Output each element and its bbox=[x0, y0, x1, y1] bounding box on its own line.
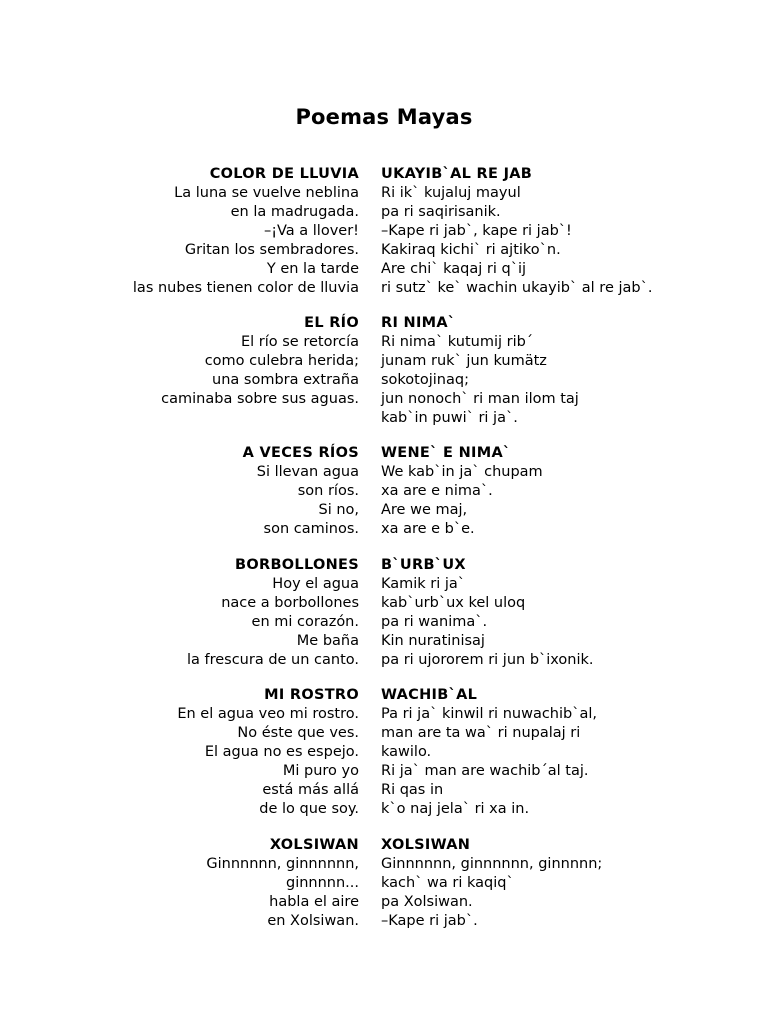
poem-line: Si no, bbox=[318, 502, 359, 518]
poem-line: ginnnnn... bbox=[285, 875, 359, 891]
poem-title-kiche: RI NIMA` bbox=[381, 315, 456, 331]
poem-line: una sombra extraña bbox=[212, 372, 359, 388]
poem-line: Y en la tarde bbox=[266, 261, 359, 277]
poem-line: –¡Va a llover! bbox=[263, 223, 359, 239]
poem-line: Si llevan agua bbox=[256, 464, 359, 480]
poem-line: pa ri wanima`. bbox=[381, 614, 488, 630]
poem-title-spanish: MI ROSTRO bbox=[264, 687, 359, 703]
poem-line: El agua no es espejo. bbox=[204, 744, 359, 760]
poem-line: El río se retorcía bbox=[240, 334, 359, 350]
poem-spanish-column bbox=[59, 556, 359, 670]
poem-line: Ri ja` man are wachib´al taj. bbox=[381, 763, 589, 779]
poem-title-kiche: UKAYIB`AL RE JAB bbox=[381, 166, 533, 182]
poem-line: Kin nuratinisaj bbox=[381, 633, 485, 649]
poem-line: la frescura de un canto. bbox=[186, 652, 359, 668]
poem-line: ri sutz` ke` wachin ukayib` al re jab`. bbox=[381, 280, 653, 296]
poem-line: Gritan los sembradores. bbox=[184, 242, 359, 258]
poem-line: Ri nima` kutumij rib´ bbox=[381, 334, 534, 350]
poem-line: No éste que ves. bbox=[237, 725, 359, 741]
poem-kiche-column bbox=[381, 836, 761, 931]
poem-line: La luna se vuelve neblina bbox=[174, 185, 359, 201]
page-title: Poemas Mayas bbox=[295, 105, 473, 129]
poem-line: kab`in puwi` ri ja`. bbox=[381, 410, 518, 426]
poem-title-spanish: EL RÍO bbox=[304, 315, 359, 331]
poem-line: pa ri saqirisanik. bbox=[381, 204, 501, 220]
poem-line: Kamik ri ja` bbox=[381, 576, 466, 592]
poem-line: son ríos. bbox=[297, 483, 359, 499]
poem-line: pa ri ujororem ri jun b`ixonik. bbox=[381, 652, 594, 668]
poem-title-spanish: XOLSIWAN bbox=[269, 837, 359, 853]
poem-line: xa are e nima`. bbox=[381, 483, 493, 499]
poem-spanish-column bbox=[59, 314, 359, 409]
poem-line: xa are e b`e. bbox=[381, 521, 475, 537]
poem-line: habla el aire bbox=[269, 894, 359, 910]
poem-line: sokotojinaq; bbox=[381, 372, 469, 388]
poem-line: Kakiraq kichi` ri ajtiko`n. bbox=[381, 242, 561, 258]
poem-title-spanish: A VECES RÍOS bbox=[242, 445, 359, 461]
poem-line: son caminos. bbox=[263, 521, 359, 537]
poem-line: man are ta wa` ri nupalaj ri bbox=[381, 725, 581, 741]
poem-line: está más allá bbox=[262, 782, 359, 798]
poem-title-kiche: XOLSIWAN bbox=[381, 837, 471, 853]
poem-line: en la madrugada. bbox=[230, 204, 359, 220]
poem-kiche-column bbox=[381, 314, 761, 428]
poem-title-kiche: WENE` E NIMA` bbox=[381, 445, 511, 461]
poem-line: Ri ik` kujaluj mayul bbox=[381, 185, 521, 201]
poem-line: k`o naj jela` ri xa in. bbox=[381, 801, 530, 817]
poem-line: en Xolsiwan. bbox=[267, 913, 359, 929]
poem-line: las nubes tienen color de lluvia bbox=[132, 280, 359, 296]
poem-kiche-column bbox=[381, 444, 761, 539]
poem-line: Are chi` kaqaj ri q`ij bbox=[381, 261, 527, 277]
poem-spanish-column bbox=[59, 444, 359, 539]
poem-line: kach` wa ri kaqiq` bbox=[381, 875, 514, 891]
poem-line: –Kape ri jab`, kape ri jab`! bbox=[381, 223, 572, 239]
poem-line: nace a borbollones bbox=[221, 595, 359, 611]
poem-line: Ri qas in bbox=[381, 782, 444, 798]
poem-line: jun nonoch` ri man ilom taj bbox=[381, 391, 579, 407]
poem-spanish-column bbox=[59, 165, 359, 298]
poem-title-kiche: WACHIB`AL bbox=[381, 687, 478, 703]
poem-line: Me baña bbox=[296, 633, 359, 649]
poem-line: Ginnnnnn, ginnnnnn, ginnnnn; bbox=[381, 856, 603, 872]
poem-line: kab`urb`ux kel uloq bbox=[381, 595, 526, 611]
poem-title-spanish: COLOR DE LLUVIA bbox=[209, 166, 359, 182]
poem-title-kiche: B`URB`UX bbox=[381, 557, 466, 573]
poem-line: Hoy el agua bbox=[272, 576, 359, 592]
poem-line: En el agua veo mi rostro. bbox=[177, 706, 359, 722]
poem-line: kawilo. bbox=[381, 744, 432, 760]
poem-line: Ginnnnnn, ginnnnnn, bbox=[206, 856, 359, 872]
poem-title-spanish: BORBOLLONES bbox=[235, 557, 359, 573]
poem-line: caminaba sobre sus aguas. bbox=[161, 391, 359, 407]
poem-line: de lo que soy. bbox=[259, 801, 359, 817]
poem-line: We kab`in ja` chupam bbox=[381, 464, 543, 480]
poem-line: Are we maj, bbox=[381, 502, 468, 518]
poem-line: –Kape ri jab`. bbox=[381, 913, 478, 929]
poem-line: en mi corazón. bbox=[251, 614, 359, 630]
poem-spanish-column bbox=[59, 686, 359, 819]
poem-spanish-column bbox=[59, 836, 359, 931]
poem-line: junam ruk` jun kumätz bbox=[381, 353, 547, 369]
poem-line: pa Xolsiwan. bbox=[381, 894, 473, 910]
poem-kiche-column bbox=[381, 165, 761, 298]
poem-kiche-column bbox=[381, 686, 761, 819]
poem-kiche-column bbox=[381, 556, 761, 670]
poem-line: Pa ri ja` kinwil ri nuwachib`al, bbox=[381, 706, 597, 722]
poem-line: como culebra herida; bbox=[204, 353, 359, 369]
poem-line: Mi puro yo bbox=[282, 763, 359, 779]
